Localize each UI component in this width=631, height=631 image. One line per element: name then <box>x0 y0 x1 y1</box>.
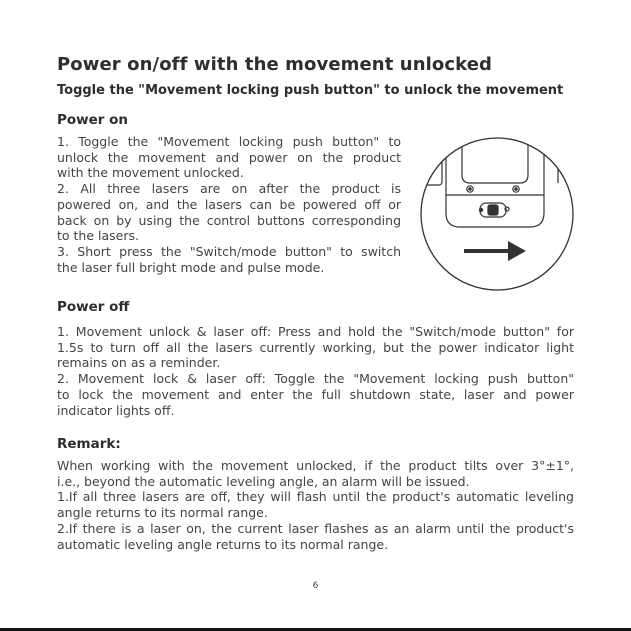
page-subtitle: Toggle the "Movement locking push button" to unlock the movement <box>57 83 564 98</box>
remark-line: automatic leveling angle returns to its normal range. <box>57 536 389 552</box>
power-on-line: 1. Toggle the "Movement locking push button" to <box>57 134 401 149</box>
page-number: 6 <box>312 581 319 591</box>
remark-line: 1.If all three lasers are off, they will flash until the product's automatic leveling <box>57 489 574 505</box>
power-on-line: powered on, and the lasers can be powered off or <box>57 196 401 212</box>
remark-line: 2.If there is a laser on, the current laser flashes as an alarm until the product's <box>57 520 574 536</box>
unlock-diagram-svg <box>418 123 576 291</box>
power-off-line: 2. Movement lock & laser off: Toggle the "Movement locking push button" <box>57 371 574 387</box>
power-on-line: 2. All three lasers are on after the product is <box>57 181 401 197</box>
power-on-line: with the movement unlocked. <box>57 165 244 181</box>
power-on-line: 3. Short press the "Switch/mode button" to switch <box>57 243 401 259</box>
remark-line: angle returns to its normal range. <box>57 505 268 521</box>
power-on-paragraph <box>57 134 401 275</box>
power-off-line: 1. Movement unlock & laser off: Press and hold the "Switch/mode button" for <box>57 324 574 339</box>
power-on-line: back on by using the control buttons corresponding <box>57 212 401 228</box>
remark-line: When working with the movement unlocked, if the product tilts over 3°±1°, <box>57 458 574 473</box>
power-on-line: unlock the movement and power on the product <box>57 149 401 165</box>
power-off-line: remains on as a reminder. <box>57 355 221 371</box>
power-off-line: indicator lights off. <box>57 402 175 418</box>
power-off-paragraph <box>57 324 574 418</box>
remark-paragraph <box>57 458 574 552</box>
power-off-line: to lock the movement and enter the full shutdown state, laser and power <box>57 386 574 402</box>
power-on-line: to the lasers. <box>57 228 139 244</box>
power-on-heading: Power on <box>57 112 129 128</box>
lock-icon <box>479 208 482 211</box>
power-off-line: 1.5s to turn off all the lasers currently working, but the power indicator light <box>57 339 574 355</box>
power-on-line: the laser full bright mode and pulse mode. <box>57 259 325 275</box>
remark-heading: Remark: <box>57 436 121 452</box>
remark-line: i.e., beyond the automatic leveling angle, an alarm will be issued. <box>57 473 470 489</box>
page-title: Power on/off with the movement unlocked <box>57 54 492 75</box>
lock-slider-knob <box>488 205 498 215</box>
power-off-heading: Power off <box>57 299 130 315</box>
unlock-illustration <box>418 123 576 291</box>
